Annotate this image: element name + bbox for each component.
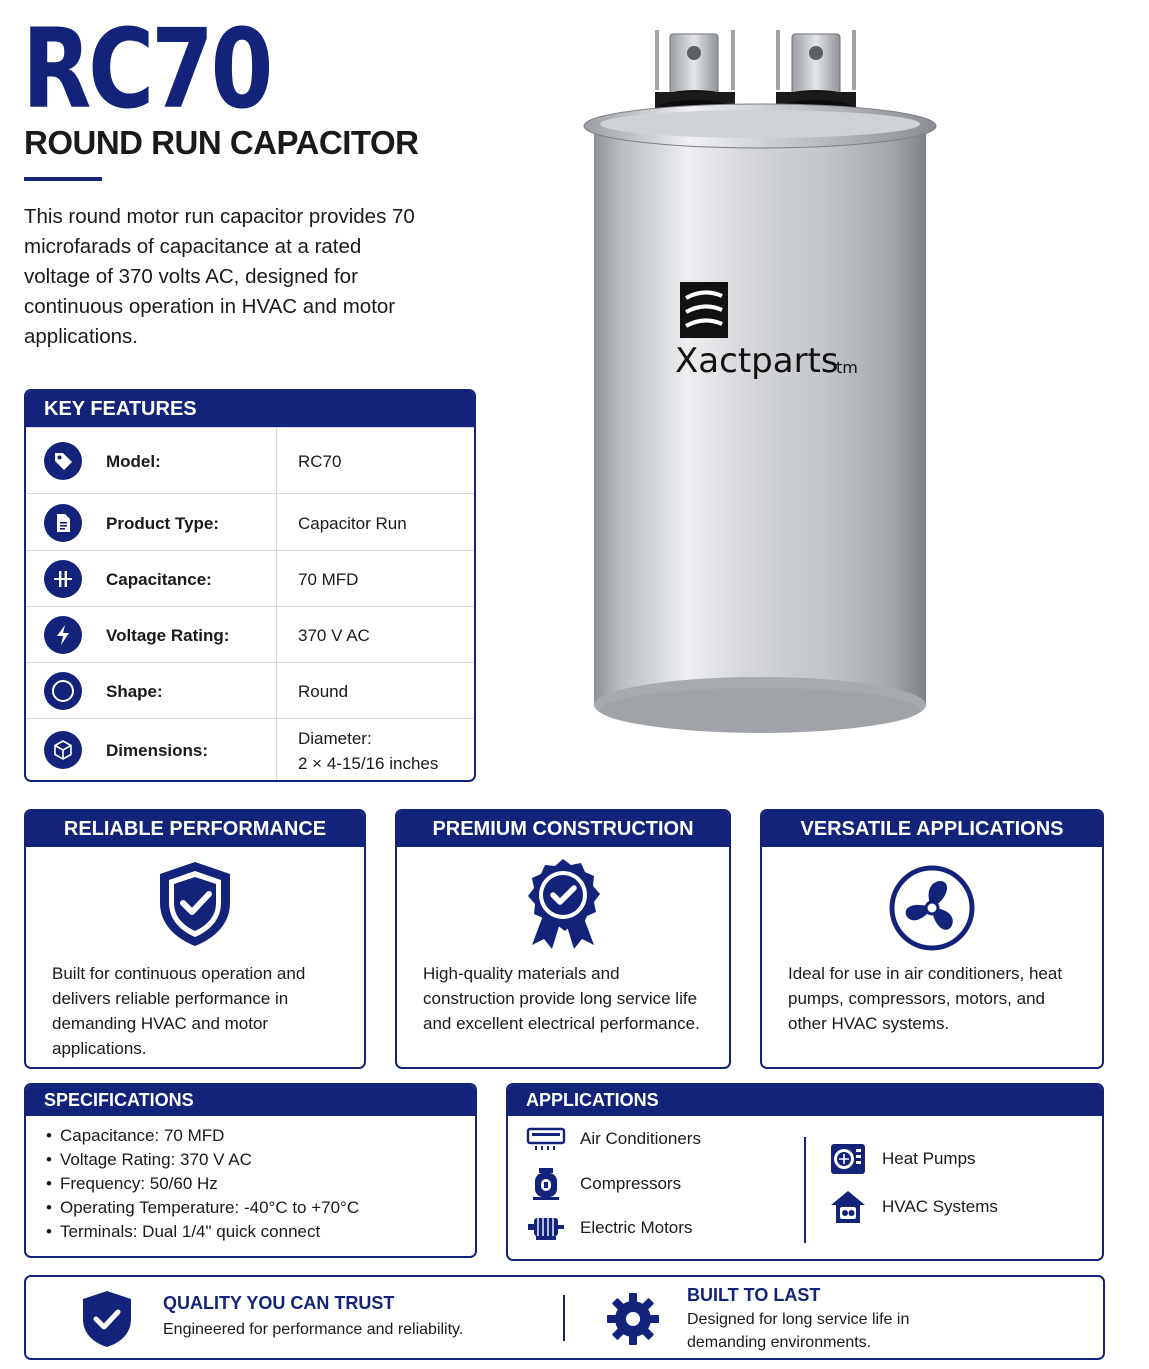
page-title: RC70 xyxy=(22,5,271,133)
application-label: Heat Pumps xyxy=(882,1149,976,1168)
card-heading: VERSATILE APPLICATIONS xyxy=(762,811,1102,847)
card-text: Built for continuous operation and delivers reliable performance in demanding HVAC and motor applications. xyxy=(52,964,306,1058)
feature-row-dimensions xyxy=(26,718,474,782)
compressor-icon xyxy=(526,1166,566,1202)
dimensions-line-2: 2 × 4-15/16 inches xyxy=(298,754,439,773)
gear-icon xyxy=(606,1292,660,1351)
card-premium-construction xyxy=(395,809,731,1069)
heat-pump-icon xyxy=(828,1141,868,1177)
applications-heading: APPLICATIONS xyxy=(508,1085,1102,1116)
capacitor-product-image xyxy=(560,20,960,740)
shield-check-icon xyxy=(80,1289,134,1354)
page-subtitle: ROUND RUN CAPACITOR xyxy=(24,124,419,161)
key-features-heading: KEY FEATURES xyxy=(26,391,474,427)
brand-trademark: tm xyxy=(836,358,858,377)
document-icon xyxy=(44,504,82,542)
application-label: Air Conditioners xyxy=(580,1129,701,1148)
applications-panel xyxy=(506,1083,1104,1261)
card-text: Ideal for use in air conditioners, heat pumps, compressors, motors, and other HVAC systems. xyxy=(788,964,1063,1033)
feature-value xyxy=(298,726,438,776)
brand-name: Xactparts xyxy=(675,341,839,381)
card-text: High-quality materials and construction provide long service life and excellent electrical performance. xyxy=(423,964,700,1033)
application-label: Compressors xyxy=(580,1174,682,1193)
spec-item: • Capacitance: 70 MFD xyxy=(46,1124,475,1148)
shield-check-icon xyxy=(155,859,235,954)
capacitor-icon xyxy=(44,560,82,598)
hvac-house-icon xyxy=(828,1189,868,1225)
spec-item: • Frequency: 50/60 Hz xyxy=(46,1172,475,1196)
feature-label: Capacitance: xyxy=(106,570,212,589)
banner-divider xyxy=(563,1295,565,1341)
electric-motor-icon xyxy=(526,1210,566,1246)
application-item xyxy=(526,1166,681,1202)
feature-label: Shape: xyxy=(106,682,163,701)
award-badge-icon xyxy=(520,857,606,958)
application-label: HVAC Systems xyxy=(882,1197,998,1216)
bottom-banner xyxy=(24,1275,1105,1360)
application-item xyxy=(526,1121,701,1157)
brand-logo-icon xyxy=(680,282,728,338)
feature-row-shape xyxy=(26,662,474,718)
specifications-panel xyxy=(24,1083,477,1258)
built-to-last-line-1: Designed for long service life in xyxy=(687,1311,910,1328)
spec-item: • Voltage Rating: 370 V AC xyxy=(46,1148,475,1172)
built-to-last-title: BUILT TO LAST xyxy=(687,1285,821,1305)
cube-icon xyxy=(44,731,82,769)
application-item xyxy=(828,1189,998,1225)
feature-value: Round xyxy=(298,682,349,701)
application-item xyxy=(828,1141,976,1177)
built-to-last-line-2: demanding environments. xyxy=(687,1334,872,1351)
specifications-list xyxy=(26,1116,475,1244)
spec-item: • Operating Temperature: -40°C to +70°C xyxy=(46,1196,475,1220)
key-features-panel xyxy=(24,389,476,782)
feature-value: RC70 xyxy=(298,452,342,471)
quality-title: QUALITY YOU CAN TRUST xyxy=(163,1293,395,1313)
application-label: Electric Motors xyxy=(580,1218,693,1237)
feature-row-capacitance xyxy=(26,550,474,606)
card-heading: PREMIUM CONSTRUCTION xyxy=(397,811,729,847)
feature-row-product-type xyxy=(26,493,474,550)
feature-label: Voltage Rating: xyxy=(106,626,230,645)
feature-label: Dimensions: xyxy=(106,741,209,760)
card-reliable-performance xyxy=(24,809,366,1069)
quality-text: Engineered for performance and reliability. xyxy=(163,1321,464,1338)
intro-paragraph: This round motor run capacitor provides 70 microfarads of capacitance at a rated voltage of 370 volts AC, designed for continuous operation in HVAC and motor applications. xyxy=(24,205,415,348)
fan-icon xyxy=(889,865,975,956)
circle-icon xyxy=(44,672,82,710)
feature-value: Capacitor Run xyxy=(298,514,407,533)
dimensions-line-1: Diameter: xyxy=(298,729,372,748)
lightning-icon xyxy=(44,616,82,654)
feature-value: 70 MFD xyxy=(298,570,359,589)
tag-icon xyxy=(44,442,82,480)
air-conditioner-icon xyxy=(526,1121,566,1157)
spec-item: • Terminals: Dual 1/4" quick connect xyxy=(46,1220,475,1244)
card-heading: RELIABLE PERFORMANCE xyxy=(26,811,364,847)
feature-label: Model: xyxy=(106,452,161,471)
built-to-last-text xyxy=(687,1308,909,1354)
applications-divider xyxy=(804,1137,806,1243)
card-versatile-applications xyxy=(760,809,1104,1069)
feature-value: 370 V AC xyxy=(298,626,370,645)
feature-row-model xyxy=(26,427,474,493)
application-item xyxy=(526,1210,692,1246)
feature-row-voltage xyxy=(26,606,474,662)
specifications-heading: SPECIFICATIONS xyxy=(26,1085,475,1116)
feature-label: Product Type: xyxy=(106,514,220,533)
title-underline xyxy=(24,177,102,181)
